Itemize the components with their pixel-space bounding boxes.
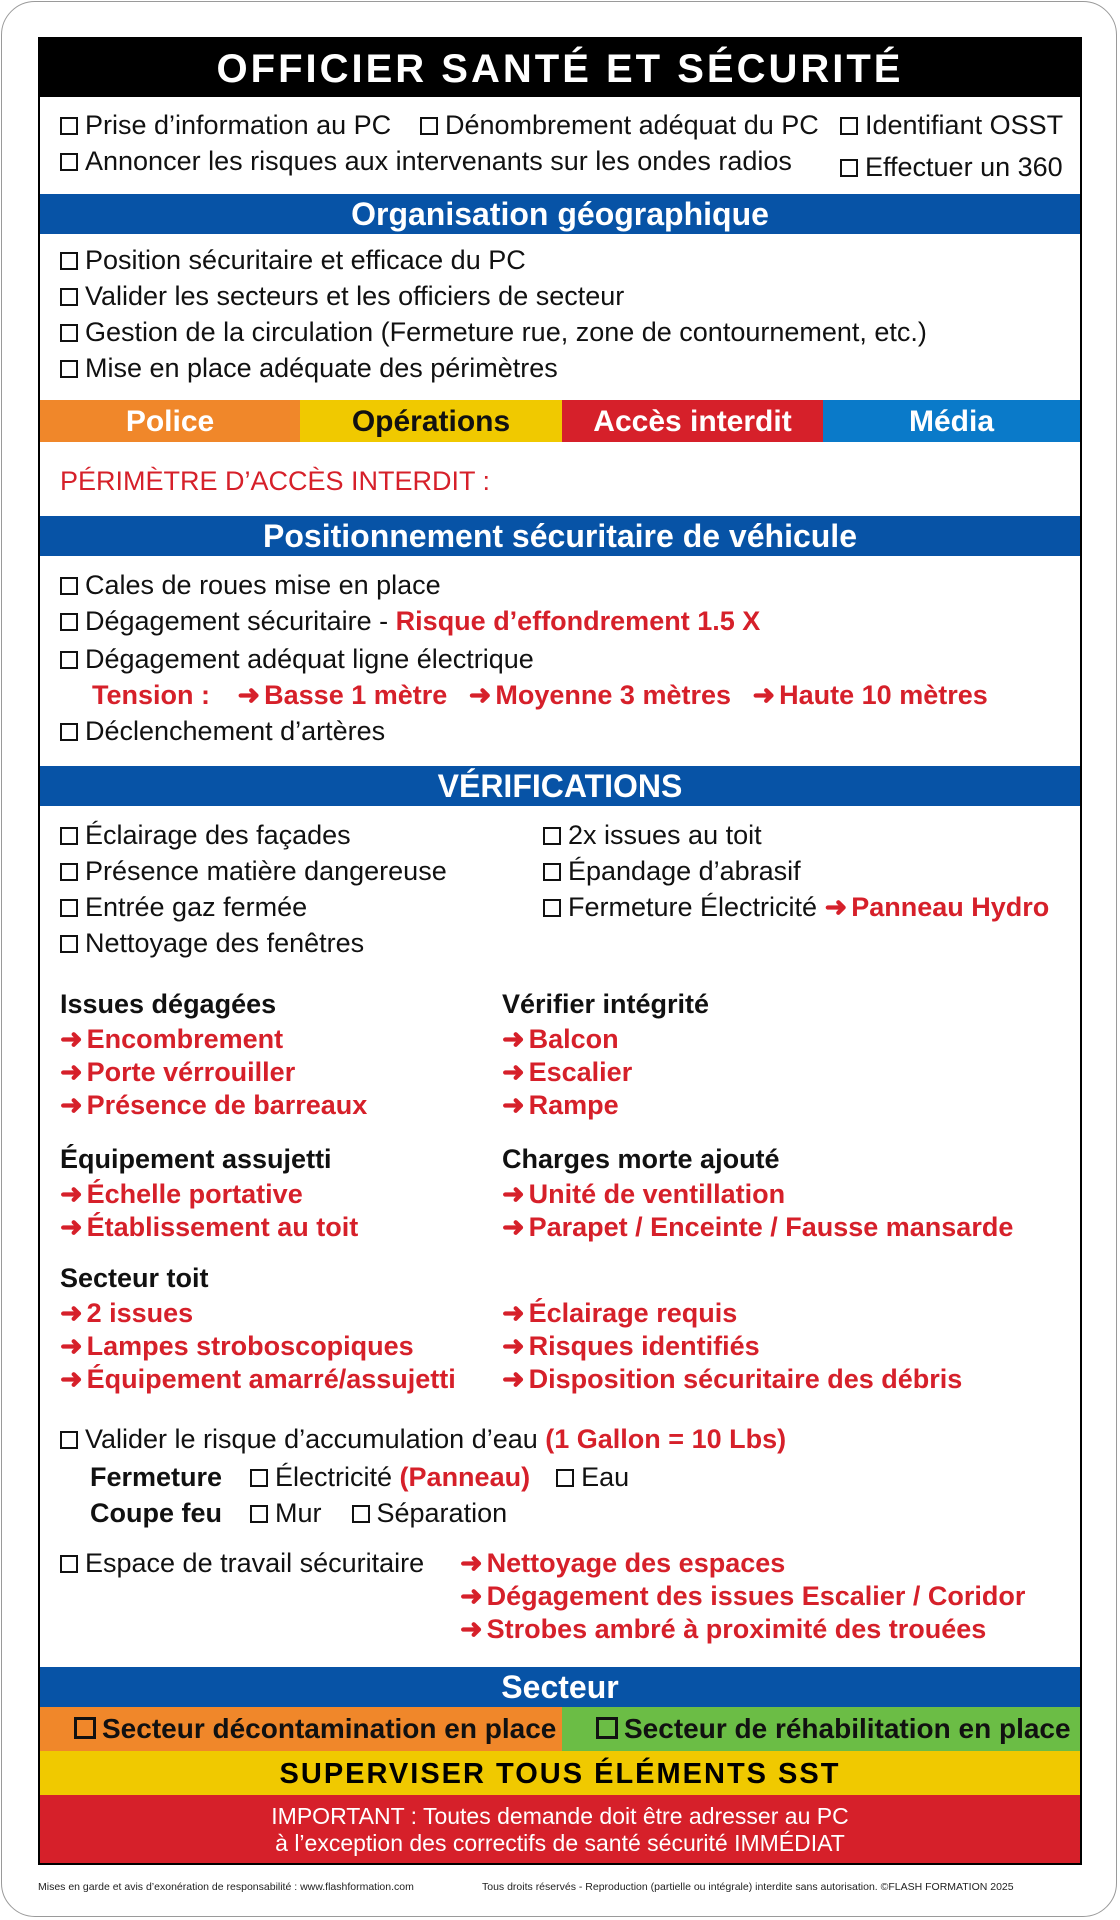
issues-title: Issues dégagées <box>60 989 277 1019</box>
check-organisation-4[interactable]: Mise en place adéquate des périmètres <box>60 352 558 384</box>
list-item: ➜ Escalier <box>502 1057 633 1087</box>
checkbox[interactable] <box>74 1717 96 1739</box>
check-organisation-3[interactable]: Gestion de la circulation (Fermeture rue, zone de contournement, etc.) <box>60 316 927 348</box>
arrow-icon: ➜ <box>237 680 261 710</box>
check-ligne[interactable]: Dégagement adéquat ligne électrique <box>60 643 534 675</box>
checkbox[interactable] <box>543 827 561 845</box>
arrow-icon: ➜ <box>468 680 492 710</box>
check-verif-left-3[interactable]: Entrée gaz fermée <box>60 891 307 923</box>
check-cales[interactable]: Cales de roues mise en place <box>60 569 441 601</box>
checkbox[interactable] <box>60 252 78 270</box>
checkbox[interactable] <box>60 360 78 378</box>
list-item: ➜ Risques identifiés <box>502 1331 760 1361</box>
list-item: ➜ 2 issues <box>60 1298 194 1328</box>
arrow-icon: ➜ <box>60 1024 83 1054</box>
footer-copyright: Tous droits réservés - Reproduction (partielle ou intégrale) interdite sans autorisation. ©FLASH FORMATION 2025 <box>482 1881 1014 1893</box>
checkbox[interactable] <box>60 613 78 631</box>
checkbox[interactable] <box>352 1505 370 1523</box>
arrow-icon: ➜ <box>460 1581 483 1611</box>
vehicule-heading: Positionnement sécuritaire de véhicule <box>40 516 1080 556</box>
perimeter-police: Police <box>40 400 300 442</box>
check-espace[interactable]: Espace de travail sécuritaire <box>60 1547 424 1579</box>
list-item: ➜ Strobes ambré à proximité des trouées <box>460 1614 987 1644</box>
checkbox[interactable] <box>60 863 78 881</box>
checkbox[interactable] <box>60 651 78 669</box>
arrow-icon: ➜ <box>502 1024 525 1054</box>
check-prise[interactable]: Prise d’information au PC <box>60 109 391 141</box>
check-verif-left-1[interactable]: Éclairage des façades <box>60 819 351 851</box>
secteur-rehabilitation[interactable]: Secteur de réhabilitation en place <box>562 1707 1080 1751</box>
perimetre-acces-label: PÉRIMÈTRE D’ACCÈS INTERDIT : <box>60 466 491 496</box>
list-item: ➜ Nettoyage des espaces <box>460 1548 786 1578</box>
list-item: ➜ Disposition sécuritaire des débris <box>502 1364 963 1394</box>
checkbox[interactable] <box>840 159 858 177</box>
footer-disclaimer: Mises en garde et avis d’exonération de responsabilité : www.flashformation.com <box>38 1881 414 1893</box>
arrow-icon: ➜ <box>502 1090 525 1120</box>
checkbox[interactable] <box>60 827 78 845</box>
arrow-icon: ➜ <box>60 1179 83 1209</box>
checkbox[interactable] <box>556 1469 574 1487</box>
arrow-icon: ➜ <box>460 1614 483 1644</box>
list-item: ➜ Présence de barreaux <box>60 1090 368 1120</box>
page-title: OFFICIER SANTÉ ET SÉCURITÉ <box>40 39 1080 97</box>
important-banner: IMPORTANT : Toutes demande doit être adresser au PC à l’exception des correctifs de santé sécurité IMMÉDIAT <box>40 1795 1080 1865</box>
checkbox[interactable] <box>60 899 78 917</box>
checklist-frame <box>38 37 1082 1865</box>
check-declenchement[interactable]: Déclenchement d’artères <box>60 715 385 747</box>
checkbox[interactable] <box>543 899 561 917</box>
arrow-icon: ➜ <box>824 892 848 922</box>
organisation-heading: Organisation géographique <box>40 194 1080 234</box>
list-item: ➜ Établissement au toit <box>60 1212 359 1242</box>
tension-row: Tension : ➜ Basse 1 mètre ➜ Moyenne 3 mètres ➜ Haute 10 mètres <box>92 680 988 710</box>
fermeture-row: Fermeture Électricité (Panneau) Eau <box>90 1462 630 1492</box>
checkbox[interactable] <box>60 1555 78 1573</box>
list-item: ➜ Porte vérrouiller <box>60 1057 296 1087</box>
checkbox[interactable] <box>60 153 78 171</box>
checkbox[interactable] <box>250 1469 268 1487</box>
checkbox[interactable] <box>60 935 78 953</box>
arrow-icon: ➜ <box>60 1331 83 1361</box>
check-organisation-1[interactable]: Position sécuritaire et efficace du PC <box>60 244 526 276</box>
arrow-icon: ➜ <box>60 1364 83 1394</box>
check-degagement[interactable]: Dégagement sécuritaire - Risque d’effondrement 1.5 X <box>60 605 760 637</box>
equipement-title: Équipement assujetti <box>60 1144 332 1174</box>
check-verif-right-2[interactable]: Épandage d’abrasif <box>543 855 801 887</box>
checkbox[interactable] <box>60 117 78 135</box>
arrow-icon: ➜ <box>60 1090 83 1120</box>
checkbox[interactable] <box>60 577 78 595</box>
arrow-icon: ➜ <box>502 1364 525 1394</box>
list-item: ➜ Unité de ventillation <box>502 1179 786 1209</box>
arrow-icon: ➜ <box>460 1548 483 1578</box>
checkbox[interactable] <box>60 723 78 741</box>
check-organisation-2[interactable]: Valider les secteurs et les officiers de secteur <box>60 280 624 312</box>
arrow-icon: ➜ <box>502 1179 525 1209</box>
list-item: ➜ Encombrement <box>60 1024 284 1054</box>
arrow-icon: ➜ <box>60 1212 83 1242</box>
check-effectuer[interactable]: Effectuer un 360 <box>840 151 1063 183</box>
integrite-title: Vérifier intégrité <box>502 989 710 1019</box>
checkbox[interactable] <box>840 117 858 135</box>
check-identifiant[interactable]: Identifiant OSST <box>840 109 1063 141</box>
arrow-icon: ➜ <box>752 680 776 710</box>
checkbox[interactable] <box>596 1717 618 1739</box>
perimeter-media: Média <box>823 400 1080 442</box>
superviser-banner: SUPERVISER TOUS ÉLÉMENTS SST <box>40 1751 1080 1795</box>
verifications-heading: VÉRIFICATIONS <box>40 766 1080 806</box>
check-annoncer[interactable]: Annoncer les risques aux intervenants sur les ondes radios <box>60 145 792 177</box>
arrow-icon: ➜ <box>502 1057 525 1087</box>
checkbox[interactable] <box>60 1431 78 1449</box>
checkbox[interactable] <box>60 324 78 342</box>
check-verif-left-4[interactable]: Nettoyage des fenêtres <box>60 927 364 959</box>
check-verif-left-2[interactable]: Présence matière dangereuse <box>60 855 447 887</box>
checkbox[interactable] <box>420 117 438 135</box>
list-item: ➜ Éclairage requis <box>502 1298 738 1328</box>
arrow-icon: ➜ <box>60 1298 83 1328</box>
secteur-row <box>40 1707 1080 1751</box>
list-item: ➜ Parapet / Enceinte / Fausse mansarde <box>502 1212 1014 1242</box>
check-denombrement[interactable]: Dénombrement adéquat du PC <box>420 109 819 141</box>
charges-title: Charges morte ajouté <box>502 1144 780 1174</box>
list-item: ➜ Balcon <box>502 1024 619 1054</box>
perimeter-acces-interdit: Accès interdit <box>562 400 823 442</box>
checkbox[interactable] <box>543 863 561 881</box>
secteur-heading: Secteur <box>40 1667 1080 1707</box>
check-verif-right-1[interactable]: 2x issues au toit <box>543 819 762 851</box>
list-item: ➜ Rampe <box>502 1090 619 1120</box>
checkbox[interactable] <box>60 288 78 306</box>
check-verif-right-3[interactable]: Fermeture Électricité ➜ Panneau Hydro <box>543 891 1049 923</box>
arrow-icon: ➜ <box>502 1331 525 1361</box>
perimeter-colors <box>40 400 1080 442</box>
list-item: ➜ Équipement amarré/assujetti <box>60 1364 456 1394</box>
coupe-feu-row: Coupe feu Mur Séparation <box>90 1498 508 1528</box>
secteur-decontamination[interactable]: Secteur décontamination en place <box>40 1707 562 1751</box>
check-accumulation[interactable]: Valider le risque d’accumulation d’eau (1 Gallon = 10 Lbs) <box>60 1423 786 1455</box>
list-item: ➜ Lampes stroboscopiques <box>60 1331 414 1361</box>
checkbox[interactable] <box>250 1505 268 1523</box>
list-item: ➜ Échelle portative <box>60 1179 303 1209</box>
list-item: ➜ Dégagement des issues Escalier / Coridor <box>460 1581 1026 1611</box>
arrow-icon: ➜ <box>60 1057 83 1087</box>
arrow-icon: ➜ <box>502 1212 525 1242</box>
arrow-icon: ➜ <box>502 1298 525 1328</box>
perimeter-operations: Opérations <box>300 400 562 442</box>
toit-title: Secteur toit <box>60 1263 209 1293</box>
